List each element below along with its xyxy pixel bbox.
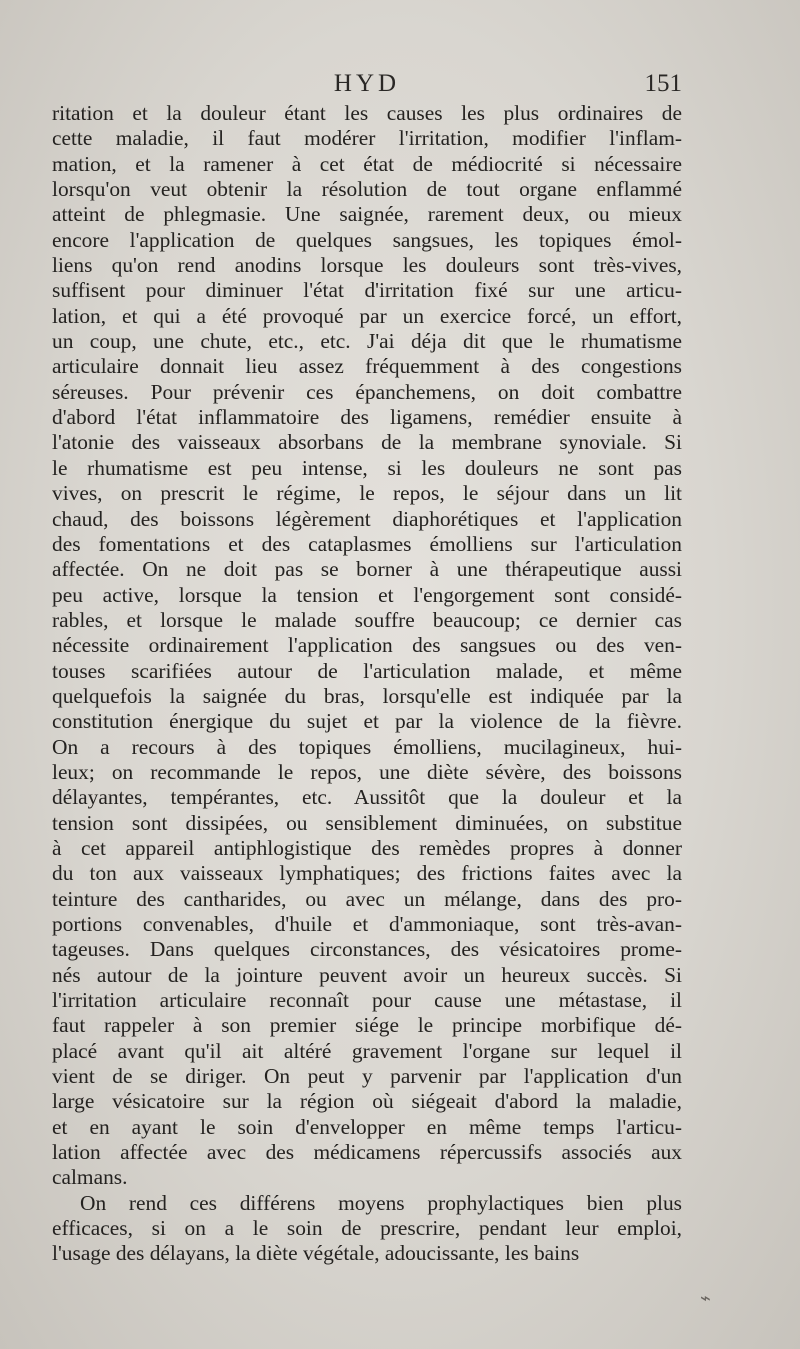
text-line: atteint de phlegmasie. Une saignée, rarement deux, ou mieux: [52, 202, 682, 227]
text-line: cette maladie, il faut modérer l'irritation, modifier l'inflam-: [52, 126, 682, 151]
text-line: le rhumatisme est peu intense, si les douleurs ne sont pas: [52, 455, 682, 480]
text-line: d'abord l'état inflammatoire des ligamens, remédier ensuite à: [52, 405, 682, 430]
paragraph: [52, 1191, 682, 1267]
text-line: rables, et lorsque le malade souffre beaucoup; ce dernier cas: [52, 607, 682, 632]
running-head: HYD: [333, 70, 401, 97]
body-text: [52, 101, 682, 1267]
text-line: ritation et la douleur étant les causes les plus ordinaires de: [52, 101, 682, 125]
text-line: du ton aux vaisseaux lymphatiques; des frictions faites avec la: [52, 861, 682, 886]
text-line: délayantes, tempérantes, etc. Aussitôt que la douleur et la: [52, 785, 682, 810]
text-line: chaud, des boissons légèrement diaphorétiques et l'application: [52, 506, 682, 531]
text-line: peu active, lorsque la tension et l'engorgement sont considé-: [52, 582, 682, 607]
text-line: faut rappeler à son premier siége le principe morbifique dé-: [52, 1013, 682, 1038]
text-line: nés autour de la jointure peuvent avoir un heureux succès. Si: [52, 962, 682, 987]
text-line: encore l'application de quelques sangsues, les topiques émol-: [52, 227, 682, 252]
text-line: articulaire donnait lieu assez fréquemment à des congestions: [52, 354, 682, 379]
text-line: affectée. On ne doit pas se borner à une thérapeutique aussi: [52, 557, 682, 582]
text-line: des fomentations et des cataplasmes émolliens sur l'articulation: [52, 531, 682, 556]
text-line: à cet appareil antiphlogistique des remèdes propres à donner: [52, 835, 682, 860]
text-line: l'irritation articulaire reconnaît pour cause une métastase, il: [52, 988, 682, 1013]
text-line: On a recours à des topiques émolliens, mucilagineux, hui-: [52, 734, 682, 759]
page-number: 151: [644, 70, 682, 97]
text-line: On rend ces différens moyens prophylactiques bien plus: [80, 1190, 682, 1215]
text-line: large vésicatoire sur la région où siégeait d'abord la maladie,: [52, 1089, 682, 1114]
text-line: teinture des cantharides, ou avec un mélange, dans des pro-: [52, 886, 682, 911]
text-line: tageuses. Dans quelques circonstances, des vésicatoires prome-: [52, 937, 682, 962]
paragraph: [52, 101, 682, 1191]
text-line: suffisent pour diminuer l'état d'irritation fixé sur une articu-: [52, 278, 682, 303]
text-line: leux; on recommande le repos, une diète sévère, des boissons: [52, 759, 682, 784]
text-line: efficaces, si on a le soin de prescrire, pendant leur emploi,: [52, 1216, 682, 1241]
text-line: constitution énergique du sujet et par la violence de la fièvre.: [52, 709, 682, 734]
text-line: calmans.: [52, 1165, 128, 1190]
text-line: l'atonie des vaisseaux absorbans de la membrane synoviale. Si: [52, 430, 682, 455]
text-line: lation affectée avec des médicamens répercussifs associés aux: [52, 1140, 682, 1165]
text-line: vient de se diriger. On peut y parvenir par l'application d'un: [52, 1064, 682, 1089]
text-line: un coup, une chute, etc., etc. J'ai déja dit que le rhumatisme: [52, 329, 682, 354]
text-line: lorsqu'on veut obtenir la résolution de tout organe enflammé: [52, 177, 682, 202]
text-line: et en ayant le soin d'envelopper en même temps l'articu-: [52, 1114, 682, 1139]
text-line: lation, et qui a été provoqué par un exercice forcé, un effort,: [52, 303, 682, 328]
text-line: vives, on prescrit le régime, le repos, le séjour dans un lit: [52, 481, 682, 506]
text-line: liens qu'on rend anodins lorsque les douleurs sont très-vives,: [52, 253, 682, 278]
page-header: [52, 70, 682, 100]
text-line: placé avant qu'il ait altéré gravement l'organe sur lequel il: [52, 1038, 682, 1063]
ink-smudge-icon: ⌁: [700, 1288, 711, 1309]
text-line: nécessite ordinairement l'application des sangsues ou des ven-: [52, 633, 682, 658]
text-line: quelquefois la saignée du bras, lorsqu'elle est indiquée par la: [52, 683, 682, 708]
text-line: portions convenables, d'huile et d'ammoniaque, sont très-avan-: [52, 912, 682, 936]
text-line: séreuses. Pour prévenir ces épanchemens, on doit combattre: [52, 379, 682, 404]
text-line: l'usage des délayans, la diète végétale, adoucissante, les bains: [52, 1241, 580, 1266]
text-line: tension sont dissipées, ou sensiblement diminuées, on substitue: [52, 810, 682, 835]
text-line: mation, et la ramener à cet état de médiocrité si nécessaire: [52, 151, 682, 176]
text-line: touses scarifiées autour de l'articulation malade, et même: [52, 658, 682, 683]
